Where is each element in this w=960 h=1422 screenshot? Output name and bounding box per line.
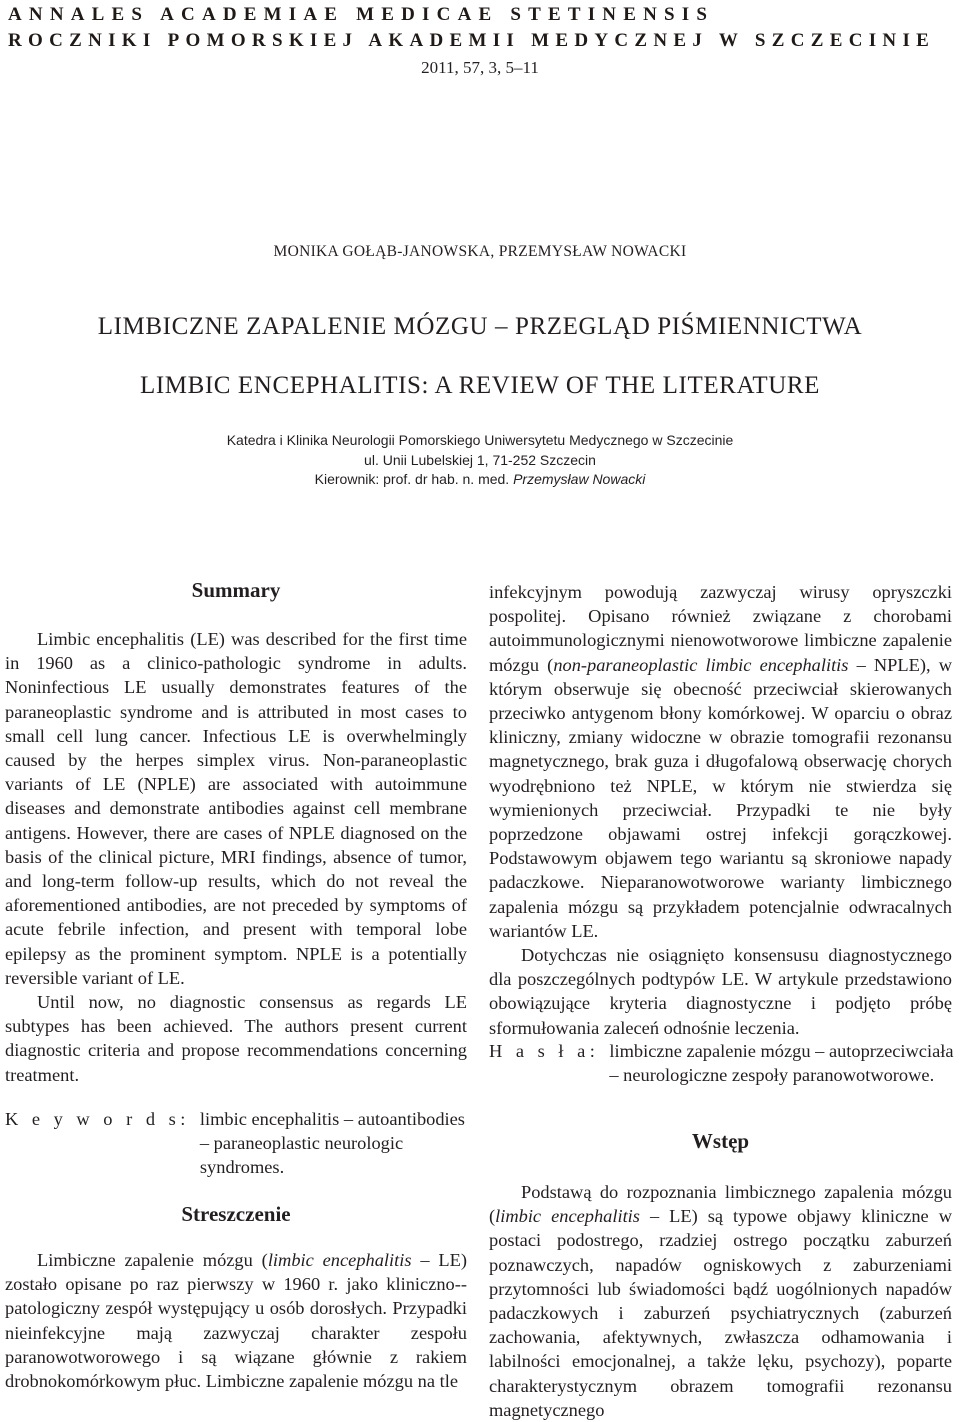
affiliation-line-3 [0,471,960,487]
title-polish: LIMBICZNE ZAPALENIE MÓZGU – PRZEGLĄD PIŚMIENNICTWA [97,313,863,340]
right-paragraph-2: Dotychczas nie osiągnięto konsensusu diagnostycznego dla poszczególnych podtypów LE. W artykule przedstawiono obowiązujące kryteria diagnostyczne i podjęto próbę sformułowania zaleceń odnośnie leczenia. [489,945,952,1038]
hasla-text: limbiczne zapalenie mózgu – autoprzeciwciała – neurologiczne zespoły paranowotworowe. [609,1041,954,1086]
keywords-text: limbic encephalitis – autoantibodies – paraneoplastic neurologic syndromes. [199,1109,465,1178]
streszczenie-body [5,1248,467,1393]
affiliation-line-1: Katedra i Klinika Neurologii Pomorskiego Uniwersytetu Medycznego w Szczecinie [226,432,734,448]
authors: MONIKA GOŁĄB-JANOWSKA, PRZEMYSŁAW NOWACKI [273,243,687,260]
journal-name-polish: ROCZNIKI POMORSKIEJ AKADEMII MEDYCZNEJ W SZCZECINIE [8,30,936,51]
journal-name-latin: ANNALES ACADEMIAE MEDICAE STETINENSIS [8,4,715,25]
right-text-b: – NPLE), w którym obserwuje się obecność przeciwciał skierowanych przeciwko antygenom błony komórkowej. W oparciu o obraz kliniczny, zmiany widoczne w obrazie tomografii rezonansu magnetycznego, brak guza i długofalową obserwację chorych wyodrębniono też NPLE, w którym nie stwierdza się wymienionych przeciwciał. Przypadki te nie były poprzedzone objawami ostrej infekcji gorączkowej. Podstawowym objawem tego wariantu są skroniowe napady padaczkowe. Nieparanowotworowe warianty limbicznego zapalenia mózgu są przykładem potencjalnie odwracalnych wariantów LE. [489,654,953,941]
summary-heading: Summary [191,578,281,602]
streszczenie-text-a: Limbiczne zapalenie mózgu ( [37,1250,268,1270]
right-column-body [489,580,952,1040]
right-paragraph-1 [489,580,952,943]
affiliation-head: Kierownik: prof. dr hab. n. med. [314,471,514,487]
affiliation-line-2: ul. Unii Lubelskiej 1, 71-252 Szczecin [364,452,596,468]
summary-paragraph-1: Limbic encephalitis (LE) was described for the first time in 1960 as a clinico-pathologic syndrome in adults. Noninfectious LE usually demonstrates features of the paraneoplastic syndrome and is attributed in most cases to small cell lung cancer. Infectious LE is overwhelmingly caused by the herpes simplex virus. Non-paraneoplastic variants of LE (NPLE) are associated with autoimmune diseases and demonstrate antibodies against cell membrane antigens. However, there are cases of NPLE diagnosed on the basis of the clinical picture, MRI findings, absence of tumor, and long-term follow-up results, which do not reveal the aforementioned antibodies, are not preceded by symptoms of acute febrile infection, and present with temporal lobe epilepsy as the prominent symptom. NPLE is a potentially reversible variant of LE. [5,629,467,988]
keywords [5,1107,475,1180]
wstep-text-b: – LE) są typowe objawy kliniczne w postaci podostrego, rzadziej ostrego początku zaburzeń poznawczych, napadów ogniskowych z zaburzeniami przytomności lub świadomości bądź uogólnionych napadów padaczkowych i zaburzeń psychiatrycznych (zaburzeń zachowania, afektywnych, zwłaszcza odhamowania i labilności emocjonalnej, a także lęku, psychozy), poparte charakterystycznym obrazem tomografii rezonansu magnetycznego [489,1206,952,1420]
wstep-heading: Wstęp [691,1129,750,1153]
citation: 2011, 57, 3, 5–11 [421,58,539,77]
keywords-label: K e y w o r d s: [5,1109,190,1129]
title-english: LIMBIC ENCEPHALITIS: A REVIEW OF THE LITERATURE [139,372,821,399]
streszczenie-text-b: – LE) zostało opisane po raz pierwszy w 1960 r. jako kliniczno--patologiczny zespół występujący u osób dorosłych. Przypadki nieinfekcyjne mają zazwyczaj charakter zespołu paranowotworowego i są wiązane głównie z rakiem drobnokomórkowym płuc. Limbiczne zapalenie mózgu na tle [5,1250,467,1392]
affiliation-head-name: Przemysław Nowacki [513,471,646,487]
hasla [489,1039,957,1087]
wstep-body [489,1180,952,1422]
right-text-a: infekcyjnym powodują zazwyczaj wirusy opryszczki pospolitej. Opisano również związane z chorobami autoimmunologicznymi nienowotworowe limbiczne zapalenie mózgu ( [489,582,952,675]
streszczenie-paragraph-1 [5,1248,467,1393]
hasla-label: H a s ł a: [489,1041,600,1061]
summary-body [5,627,467,1087]
streszczenie-text-italic: limbic encephalitis [267,1250,412,1270]
right-text-italic: non-paraneoplastic limbic encephalitis [553,654,849,675]
summary-paragraph-2: Until now, no diagnostic consensus as regards LE subtypes has been achieved. The authors present current diagnostic criteria and propose recommendations concerning treatment. [5,992,467,1085]
streszczenie-heading: Streszczenie [181,1202,291,1226]
wstep-text-italic: limbic encephalitis [495,1206,640,1227]
wstep-text-a: Podstawą do rozpoznania limbicznego zapalenia mózgu ( [489,1182,952,1227]
wstep-paragraph-1 [489,1180,952,1422]
